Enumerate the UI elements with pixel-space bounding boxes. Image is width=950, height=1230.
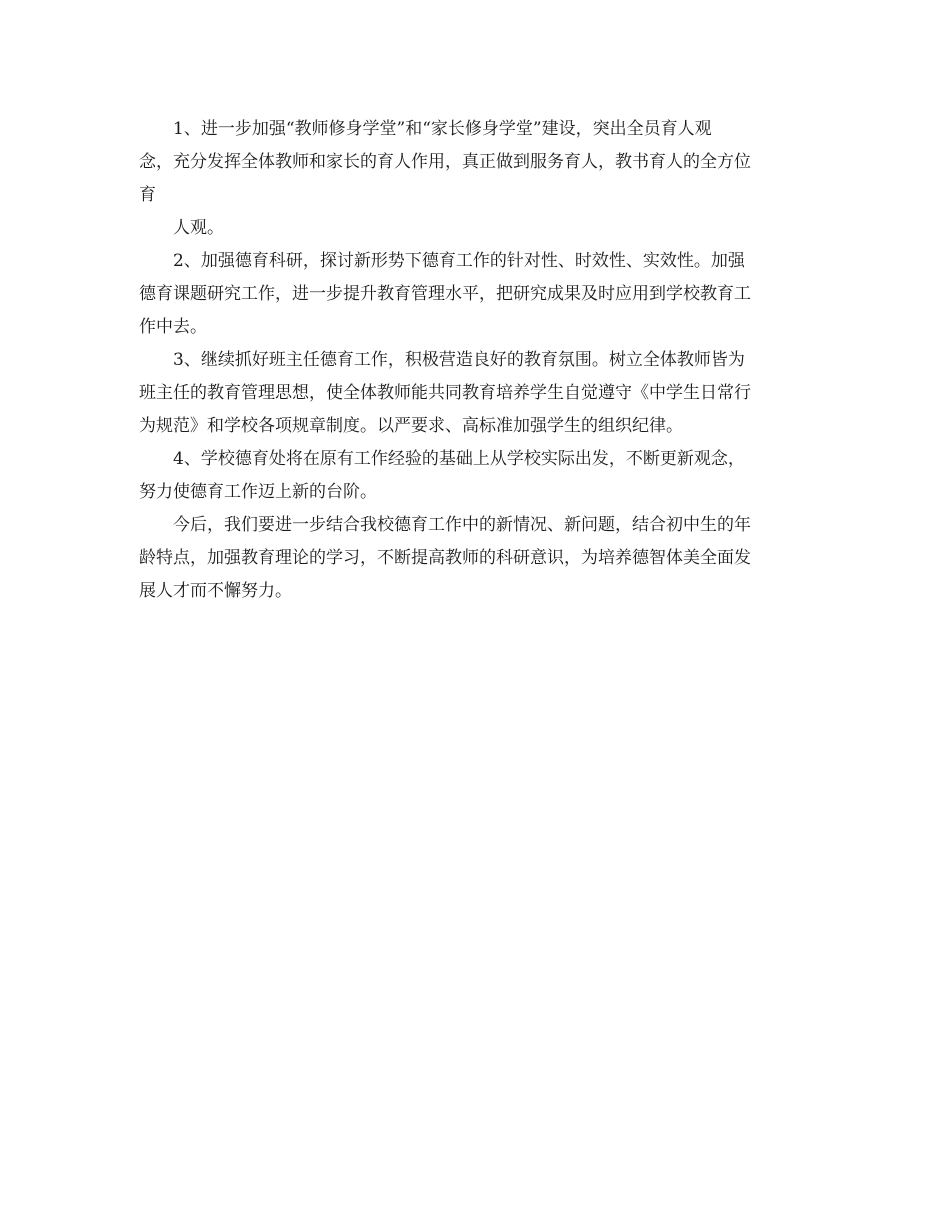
paragraph-item-1 [139, 113, 815, 212]
paragraph-line: 3、继续抓好班主任德育工作，积极营造良好的教育氛围。树立全体教师皆为 [173, 350, 745, 370]
paragraph-line: 德育课题研究工作，进一步提升教育管理水平，把研究成果及时应用到学校教育工 [139, 284, 751, 304]
paragraph-item-2 [139, 245, 815, 344]
paragraph-line: 龄特点，加强教育理论的学习，不断提高教师的科研意识，为培养德智体美全面发 [139, 548, 751, 568]
paragraph-line: 育 [139, 185, 156, 205]
paragraph-line: 展人才而不懈努力。 [139, 581, 292, 601]
paragraph-item-1-continuation [139, 212, 815, 245]
paragraph-line: 班主任的教育管理思想，使全体教师能共同教育培养学生自觉遵守《中学生日常行 [139, 383, 751, 403]
paragraph-line: 4、学校德育处将在原有工作经验的基础上从学校实际出发，不断更新观念， [173, 449, 745, 469]
paragraph-line: 人观。 [173, 218, 224, 238]
paragraph-item-4 [139, 443, 815, 509]
paragraph-conclusion [139, 509, 815, 608]
paragraph-line: 2、加强德育科研，探讨新形势下德育工作的针对性、时效性、实效性。加强 [173, 251, 745, 271]
paragraph-line: 为规范》和学校各项规章制度。以严要求、高标准加强学生的组织纪律。 [139, 416, 683, 436]
paragraph-line: 1、进一步加强“教师修身学堂”和“家长修身学堂”建设，突出全员育人观 [173, 119, 712, 139]
paragraph-line: 今后，我们要进一步结合我校德育工作中的新情况、新问题，结合初中生的年 [173, 515, 751, 535]
document-body [139, 113, 815, 608]
paragraph-line: 努力使德育工作迈上新的台阶。 [139, 482, 377, 502]
paragraph-line: 念，充分发挥全体教师和家长的育人作用，真正做到服务育人，教书育人的全方位 [139, 152, 751, 172]
paragraph-line: 作中去。 [139, 317, 207, 337]
paragraph-item-3 [139, 344, 815, 443]
